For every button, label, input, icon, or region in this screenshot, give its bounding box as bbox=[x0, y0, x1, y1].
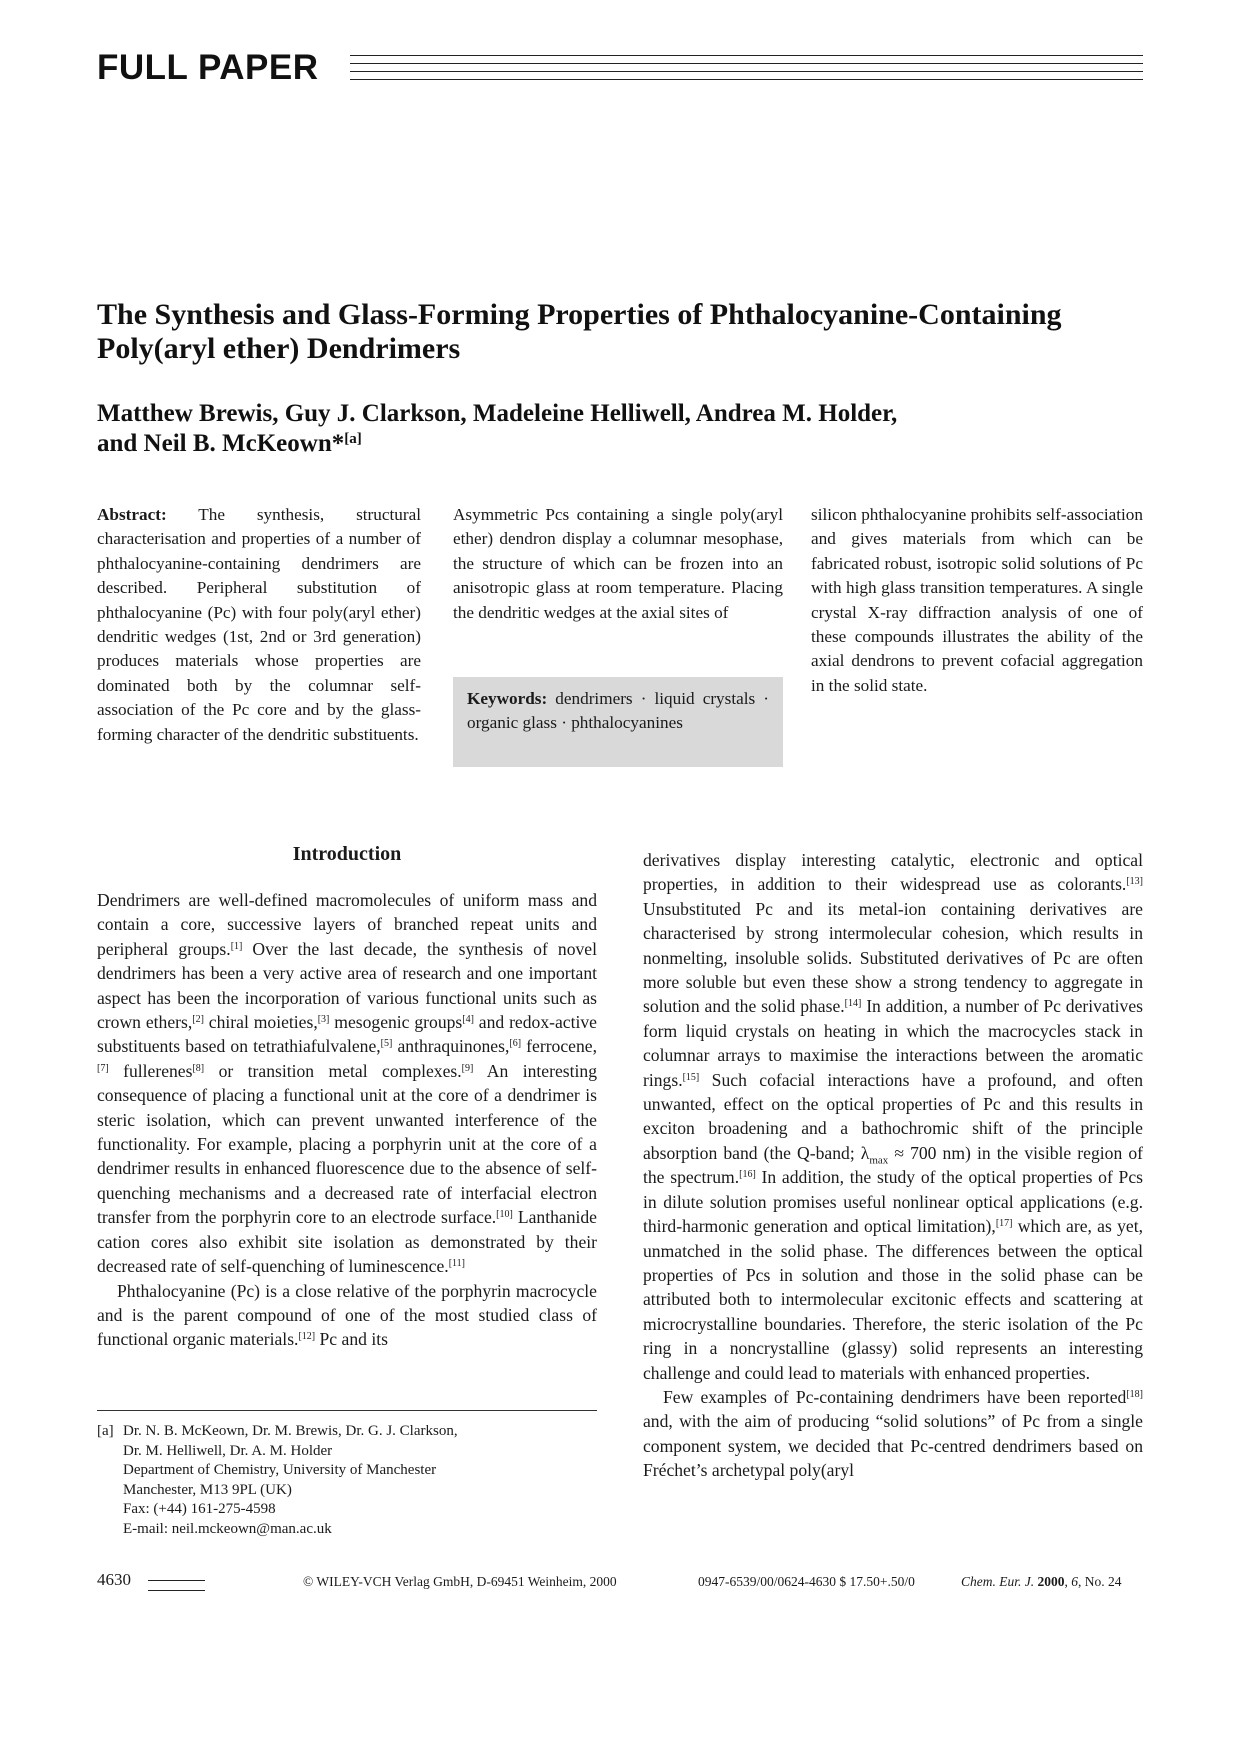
article-code: 0947-6539/00/0624-4630 $ 17.50+.50/0 bbox=[698, 1574, 915, 1589]
keywords-box bbox=[453, 677, 783, 767]
copyright-notice: © WILEY-VCH Verlag GmbH, D-69451 Weinheim, 2000 bbox=[303, 1574, 617, 1589]
affiliation-footnote bbox=[97, 1422, 597, 1540]
footnote-line: Department of Chemistry, University of Manchester bbox=[123, 1462, 437, 1479]
affiliation-mark: [a] bbox=[344, 431, 362, 447]
footnote-mark: [a] bbox=[97, 1423, 114, 1439]
footnote-line: E-mail: neil.mckeown@man.ac.uk bbox=[123, 1520, 332, 1537]
page-number-rule bbox=[148, 1580, 205, 1581]
footnote-line: Manchester, M13 9PL (UK) bbox=[123, 1481, 292, 1498]
footnote-divider bbox=[97, 1410, 597, 1411]
body-column-right bbox=[643, 848, 1143, 1483]
author-list bbox=[97, 399, 1097, 459]
abstract-column-2 bbox=[453, 503, 783, 625]
abstract-column-3 bbox=[811, 503, 1143, 698]
intro-paragraph-3: derivatives display interesting catalytic, electronic and optical properties, in addition to their widespread use as colorants.[13] Unsubstituted Pc and its metal-ion containing derivatives are characterised by strong intermolecular cohesion, which results in nonmelting, insoluble solids. Substituted derivatives of Pc are often more soluble but even these show a strong tendency to aggregate in solution and the solid phase.[14] In addition, a number of Pc derivatives form liquid crystals on heating in which the macrocycles stack in columnar arrays to maximise the interactions between the aromatic rings.[15] Such cofacial interactions have a profound, and often unwanted, effect on the optical properties of Pc and this results in exciton broadening and a bathochromic shift of the principle absorption band (the Q-band; $\lambda_{max} \approx 700$ nm) in the visible region of the spectrum.[16] In addition, the study of the optical properties of Pcs in dilute solution promises useful nonlinear optical applications (e.g. third-harmonic generation and optical limitation),[17] which are, as yet, unmatched in the solid phase. The differences between the optical properties of Pcs in solution and those in the solid phase can be attributed both to intermolecular excitonic effects and scattering at microcrystalline boundaries. Therefore, the steric isolation of the Pc ring in a noncrystalline (glassy) solid represents an interesting challenge and could lead to materials with enhanced properties. bbox=[643, 850, 1144, 1383]
header-rules bbox=[350, 55, 1143, 85]
author-line-1: Matthew Brewis, Guy J. Clarkson, Madeleine Helliwell, Andrea M. Holder, bbox=[97, 400, 898, 427]
keywords-text: dendrimers · liquid crystals · organic glass · phthalocyanines bbox=[467, 689, 769, 733]
abstract-column-1 bbox=[97, 503, 421, 747]
intro-paragraph-1: Dendrimers are well-defined macromolecules of uniform mass and contain a core, successive layers of branched repeat units and peripheral groups.[1] Over the last decade, the synthesis of novel dendrimers has been a very active area of research and one important aspect has been the incorporation of various functional units such as crown ethers,[2] chiral moieties,[3] mesogenic groups[4] and redox-active substituents based on tetrathiafulvalene,[5] anthraquinones,[6] ferrocene,[7] fullerenes[8] or transition metal complexes.[9] An interesting consequence of placing a functional unit at the core of a dendrimer is steric isolation, which can prevent unwanted interference of the functionality. For example, placing a porphyrin unit at the core of a dendrimer results in enhanced fluorescence due to the absence of self-quenching mechanisms and a decreased rate of interfacial electron transfer from the porphyrin core to an electrode surface.[10] Lanthanide cation cores also exhibit site isolation as demonstrated by their decreased rate of self-quenching of luminescence.[11] bbox=[97, 890, 597, 1277]
author-line-2: and Neil B. McKeown*[a] bbox=[97, 430, 362, 457]
abstract-text-3: silicon phthalocyanine prohibits self-association and gives materials from which can be fabricated robust, isotropic solid solutions of Pc with high glass transition temperatures. A single crystal X-ray diffraction analysis of one of these compounds illustrates the ability of the axial dendrons to prevent cofacial aggregation in the solid state. bbox=[811, 505, 1143, 695]
intro-paragraph-2: Phthalocyanine (Pc) is a close relative of the porphyrin macrocycle and is the parent compound of one of the most studied class of functional organic materials.[12] Pc and its bbox=[97, 1280, 597, 1350]
footnote-line: Dr. M. Helliwell, Dr. A. M. Holder bbox=[123, 1442, 333, 1459]
section-label: FULL PAPER bbox=[97, 48, 319, 87]
footnote-line: Dr. N. B. McKeown, Dr. M. Brewis, Dr. G. J. Clarkson, bbox=[123, 1423, 458, 1439]
abstract-label: Abstract: bbox=[97, 505, 167, 524]
abstract-text-1: The synthesis, structural characterisation and properties of a number of phthalocyanine-containing dendrimers are described. Peripheral substitution of phthalocyanine (Pc) with four poly(aryl ether) dendritic wedges (1st, 2nd or 3rd generation) produces materials whose properties are dominated both by the columnar self-association of the Pc core and by the glass-forming character of the dendritic substituents. bbox=[97, 505, 421, 744]
body-column-left bbox=[97, 888, 597, 1352]
introduction-heading: Introduction bbox=[292, 843, 402, 865]
page-number-rule bbox=[148, 1590, 205, 1591]
keywords-label: Keywords: bbox=[467, 689, 548, 708]
footnote-line: Fax: (+44) 161-275-4598 bbox=[123, 1501, 276, 1518]
abstract-text-2: Asymmetric Pcs containing a single poly(aryl ether) dendron display a columnar mesophase, the structure of which can be frozen into an anisotropic glass at room temperature. Placing the dendritic wedges at the axial sites of bbox=[453, 505, 783, 622]
intro-paragraph-4: Few examples of Pc-containing dendrimers have been reported[18] and, with the aim of producing “solid solutions” of Pc from a single component system, we decided that Pc-centred dendrimers based on Fréchet’s archetypal poly(aryl bbox=[643, 1386, 1143, 1481]
journal-citation: Chem. Eur. J. 2000, 6, No. 24 bbox=[961, 1574, 1122, 1589]
paper-title: The Synthesis and Glass-Forming Properties of Phthalocyanine-Containing Poly(aryl ether) Dendrimers bbox=[97, 298, 1062, 365]
page-number: 4630 bbox=[97, 1570, 131, 1589]
